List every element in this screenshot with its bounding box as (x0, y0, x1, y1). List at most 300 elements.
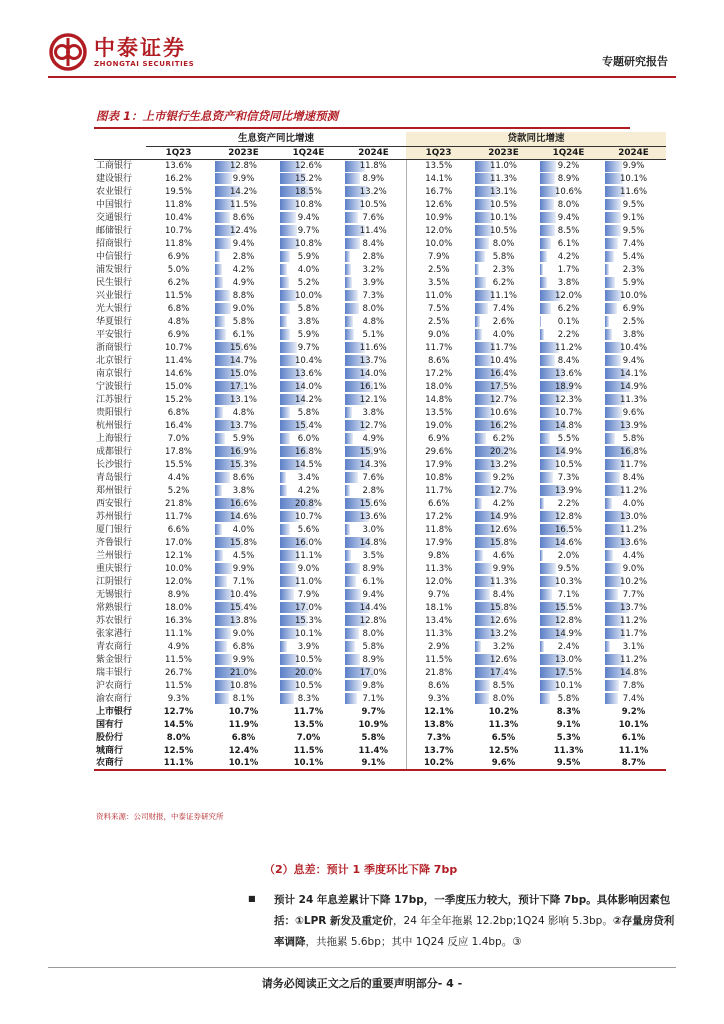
data-bar (540, 641, 544, 652)
value-text: 11.5% (425, 654, 453, 665)
value-cell (146, 328, 211, 341)
value-cell (211, 172, 276, 185)
data-bar (280, 485, 287, 496)
value-cell (471, 315, 536, 328)
value-text: 4.8% (232, 407, 255, 418)
value-cell (341, 198, 406, 211)
value-cell (211, 679, 276, 692)
value-cell (471, 432, 536, 445)
value-text: 11.9% (228, 719, 259, 730)
data-bar (605, 433, 615, 444)
value-cell (406, 497, 471, 510)
value-text: 9.2% (621, 706, 646, 717)
value-cell (341, 276, 406, 289)
value-text: 8.7% (621, 758, 646, 768)
value-cell (146, 380, 211, 393)
value-text: 2.8% (232, 251, 255, 262)
value-cell (406, 679, 471, 692)
value-text: 12.7% (163, 706, 194, 717)
bank-name: 张家港行 (96, 628, 133, 639)
value-text: 3.1% (622, 641, 645, 652)
value-cell (146, 302, 211, 315)
bank-name: 渝农商行 (96, 693, 133, 704)
bank-name: 紫金银行 (96, 654, 133, 665)
value-cell (601, 471, 666, 484)
value-cell (211, 237, 276, 250)
value-text: 17.9% (425, 537, 453, 548)
value-cell (211, 510, 276, 523)
column-header: 2024E (341, 146, 406, 159)
value-cell (601, 432, 666, 445)
data-bar (345, 589, 361, 600)
value-cell (536, 757, 601, 770)
bank-name: 南京银行 (96, 368, 133, 379)
value-cell (276, 341, 341, 354)
value-text: 5.4% (622, 251, 645, 262)
value-text: 7.1% (362, 693, 385, 704)
data-bar (605, 498, 612, 509)
data-bar (215, 316, 225, 327)
value-text: 8.4% (622, 472, 645, 483)
value-cell (601, 263, 666, 276)
value-text: 5.9% (622, 277, 645, 288)
value-cell (146, 549, 211, 562)
value-text: 4.0% (297, 264, 320, 275)
value-cell (146, 393, 211, 406)
value-cell (601, 679, 666, 692)
value-cell (406, 393, 471, 406)
value-cell (601, 757, 666, 770)
bank-row (94, 211, 666, 224)
value-cell (406, 419, 471, 432)
data-bar (475, 693, 489, 704)
value-cell (601, 731, 666, 744)
value-cell (276, 263, 341, 276)
value-text: 14.1% (425, 173, 453, 184)
data-bar (345, 524, 350, 535)
value-text: 15.2% (164, 394, 192, 405)
value-cell (601, 159, 666, 172)
value-cell (601, 380, 666, 393)
value-cell (146, 731, 211, 744)
value-cell (276, 679, 341, 692)
report-type: 专题研究报告 (602, 55, 668, 68)
value-cell (536, 328, 601, 341)
value-cell (146, 692, 211, 705)
bank-row (94, 419, 666, 432)
value-cell (211, 484, 276, 497)
value-cell (146, 601, 211, 614)
value-text: 11.7% (620, 628, 648, 639)
value-text: 12.0% (425, 576, 453, 587)
value-text: 14.9% (620, 381, 648, 392)
value-cell (471, 744, 536, 757)
value-cell (536, 523, 601, 536)
value-text: 5.0% (167, 264, 190, 275)
value-cell (406, 406, 471, 419)
value-text: 10.5% (359, 199, 387, 210)
value-cell (276, 744, 341, 757)
data-bar (475, 316, 480, 327)
value-cell (471, 562, 536, 575)
value-text: 9.1% (361, 758, 386, 768)
bank-row (94, 315, 666, 328)
bank-name: 上海银行 (96, 433, 133, 444)
value-text: 14.1% (620, 368, 648, 379)
data-bar (540, 693, 550, 704)
value-cell (601, 588, 666, 601)
value-cell (341, 692, 406, 705)
value-cell (536, 588, 601, 601)
value-cell (601, 198, 666, 211)
value-text: 6.9% (167, 251, 190, 262)
data-bar (280, 563, 296, 574)
value-cell (341, 250, 406, 263)
value-text: 16.1% (359, 381, 387, 392)
value-cell (276, 211, 341, 224)
column-header: 1Q23 (146, 146, 211, 159)
value-cell (276, 653, 341, 666)
bank-name: 贵阳银行 (96, 407, 133, 418)
value-cell (471, 705, 536, 718)
value-text: 19.5% (164, 186, 192, 197)
value-text: 16.2% (164, 173, 192, 184)
value-text: 8.4% (557, 355, 580, 366)
value-cell (146, 640, 211, 653)
value-text: 8.9% (362, 173, 385, 184)
value-text: 16.4% (164, 420, 192, 431)
bank-row (94, 666, 666, 679)
data-bar (280, 251, 290, 262)
value-cell (146, 627, 211, 640)
value-text: 10.1% (490, 212, 518, 223)
value-text: 16.7% (425, 186, 453, 197)
value-text: 10.5% (490, 199, 518, 210)
value-cell (146, 445, 211, 458)
value-cell (406, 250, 471, 263)
value-text: 15.6% (359, 498, 387, 509)
value-text: 12.6% (490, 524, 518, 535)
value-cell (601, 536, 666, 549)
value-text: 11.3% (553, 745, 584, 756)
bank-name: 苏农银行 (96, 615, 133, 626)
value-cell (341, 679, 406, 692)
value-text: 6.1% (621, 732, 646, 743)
value-cell (341, 393, 406, 406)
value-cell (211, 640, 276, 653)
data-bar (475, 680, 490, 691)
value-cell (601, 328, 666, 341)
value-text: 21.8% (425, 667, 453, 678)
value-text: 7.1% (232, 576, 255, 587)
value-text: 11.7% (490, 342, 518, 353)
value-cell (601, 354, 666, 367)
value-text: 11.2% (620, 615, 648, 626)
data-bar (215, 407, 223, 418)
value-cell (211, 666, 276, 679)
value-text: 9.0% (622, 563, 645, 574)
value-text: 12.1% (424, 706, 454, 717)
value-text: 12.8% (359, 615, 387, 626)
value-cell (276, 705, 341, 718)
bank-name: 重庆银行 (96, 563, 133, 574)
value-cell (471, 159, 536, 172)
bank-name: 青岛银行 (96, 472, 133, 483)
value-text: 11.5% (164, 290, 192, 301)
value-text: 9.9% (232, 173, 255, 184)
value-cell (211, 432, 276, 445)
value-text: 14.9% (490, 511, 518, 522)
section-subheading: （2）息差：预计 1 季度环比下降 7bp (264, 863, 458, 876)
data-bar (345, 485, 350, 496)
value-cell (536, 536, 601, 549)
value-cell (146, 367, 211, 380)
value-cell (601, 484, 666, 497)
value-text: 5.8% (361, 732, 386, 743)
value-cell (536, 497, 601, 510)
value-text: 10.0% (294, 290, 322, 301)
value-cell (406, 159, 471, 172)
bank-name: 北京银行 (96, 355, 133, 366)
value-text: 10.7% (294, 511, 322, 522)
value-text: 11.5% (164, 654, 192, 665)
value-cell (341, 367, 406, 380)
value-text: 8.6% (232, 472, 255, 483)
value-cell (341, 523, 406, 536)
value-text: 6.8% (231, 732, 256, 743)
value-cell (211, 159, 276, 172)
value-cell (211, 575, 276, 588)
value-text: 9.6% (491, 758, 516, 768)
value-text: 13.7% (229, 420, 257, 431)
value-text: 2.8% (362, 485, 385, 496)
value-cell (146, 705, 211, 718)
value-cell (601, 341, 666, 354)
data-bar (605, 225, 621, 236)
value-cell (276, 276, 341, 289)
data-bar (605, 355, 621, 366)
value-text: 7.3% (362, 290, 385, 301)
data-bar (475, 641, 481, 652)
value-text: 5.3% (556, 732, 581, 743)
value-cell (471, 393, 536, 406)
value-text: 2.3% (492, 264, 515, 275)
value-cell (536, 354, 601, 367)
value-cell (406, 614, 471, 627)
value-cell (146, 718, 211, 731)
data-bar (475, 329, 482, 340)
value-cell (536, 211, 601, 224)
value-text: 9.5% (622, 199, 645, 210)
data-bar (215, 628, 231, 639)
bank-row (94, 159, 666, 172)
value-text: 7.3% (557, 472, 580, 483)
value-text: 8.4% (492, 589, 515, 600)
bank-name: 郑州银行 (96, 485, 133, 496)
value-cell (406, 445, 471, 458)
value-cell (211, 692, 276, 705)
value-text: 4.2% (232, 264, 255, 275)
value-text: 11.2% (620, 524, 648, 535)
value-text: 10.5% (294, 680, 322, 691)
value-text: 7.4% (492, 303, 515, 314)
value-cell (471, 497, 536, 510)
value-cell (146, 289, 211, 302)
value-cell (146, 744, 211, 757)
bank-row (94, 497, 666, 510)
value-cell (536, 289, 601, 302)
data-bar (280, 212, 296, 223)
bank-row (94, 653, 666, 666)
value-cell (146, 679, 211, 692)
value-text: 3.2% (362, 264, 385, 275)
data-bar (215, 277, 223, 288)
value-cell (406, 523, 471, 536)
value-cell (211, 497, 276, 510)
value-cell (471, 380, 536, 393)
bank-row (94, 549, 666, 562)
value-text: 11.8% (164, 238, 192, 249)
value-cell (601, 744, 666, 757)
value-cell (536, 653, 601, 666)
value-cell (406, 354, 471, 367)
data-bar (215, 576, 227, 587)
value-text: 16.6% (229, 498, 257, 509)
bank-name: 工商银行 (96, 160, 133, 171)
value-text: 12.8% (555, 511, 583, 522)
value-text: 11.8% (164, 199, 192, 210)
data-bar (215, 329, 226, 340)
value-cell (276, 159, 341, 172)
value-text: 5.8% (622, 433, 645, 444)
value-text: 12.6% (425, 199, 453, 210)
value-text: 15.4% (229, 602, 257, 613)
bank-row (94, 354, 666, 367)
data-bar (345, 238, 360, 249)
value-text: 17.2% (425, 511, 453, 522)
value-text: 8.0% (362, 628, 385, 639)
value-text: 8.3% (556, 706, 581, 717)
value-cell (536, 185, 601, 198)
column-header: 2023E (211, 146, 276, 159)
value-cell (341, 653, 406, 666)
data-bar (280, 303, 290, 314)
value-cell (471, 276, 536, 289)
bank-name: 浙商银行 (96, 342, 133, 353)
value-cell (341, 705, 406, 718)
value-cell (211, 705, 276, 718)
value-cell (341, 497, 406, 510)
bank-row (94, 263, 666, 276)
value-cell (471, 575, 536, 588)
data-bar (280, 407, 290, 418)
value-text: 13.2% (490, 628, 518, 639)
value-text: 15.6% (229, 342, 257, 353)
data-bar (540, 563, 556, 574)
value-text: 9.7% (297, 225, 320, 236)
value-cell (536, 549, 601, 562)
value-text: 9.5% (556, 758, 581, 768)
bank-row (94, 237, 666, 250)
value-text: 20.2% (490, 446, 518, 457)
data-bar (215, 641, 227, 652)
value-text: 10.2% (620, 576, 648, 587)
value-cell (471, 367, 536, 380)
value-cell (406, 536, 471, 549)
value-cell (601, 523, 666, 536)
bank-name: 上市银行 (96, 706, 133, 717)
value-cell (601, 289, 666, 302)
value-cell (211, 445, 276, 458)
brand-name-en: ZHONGTAI SECURITIES (94, 59, 195, 68)
value-cell (536, 744, 601, 757)
figure-title: 图表 1：上市银行生息资产和信贷同比增速预测 (96, 109, 339, 123)
column-header-row (94, 146, 666, 159)
value-cell (536, 666, 601, 679)
value-text: 6.9% (622, 303, 645, 314)
bank-name: 杭州银行 (96, 420, 133, 431)
value-text: 17.0% (164, 537, 192, 548)
bullet-square-icon: ■ (248, 894, 256, 903)
bank-name: 农商行 (94, 757, 146, 770)
value-text: 4.9% (232, 277, 255, 288)
value-cell (536, 614, 601, 627)
value-cell (601, 510, 666, 523)
value-text: 4.4% (167, 472, 190, 483)
data-bar (540, 472, 553, 483)
value-text: 14.2% (229, 186, 257, 197)
value-cell (341, 510, 406, 523)
value-text: 13.4% (425, 615, 453, 626)
value-text: 10.1% (618, 719, 649, 730)
value-text: 16.0% (294, 537, 322, 548)
value-text: 15.0% (164, 381, 192, 392)
value-cell (211, 653, 276, 666)
value-cell (341, 575, 406, 588)
value-cell (536, 679, 601, 692)
value-cell (601, 705, 666, 718)
value-cell (601, 614, 666, 627)
value-text: 9.5% (622, 225, 645, 236)
bank-name: 西安银行 (96, 498, 133, 509)
bank-name: 中国银行 (96, 199, 133, 210)
value-text: 6.1% (557, 238, 580, 249)
value-text: 11.3% (425, 563, 453, 574)
value-cell (471, 224, 536, 237)
data-bar (540, 355, 555, 366)
value-cell (471, 172, 536, 185)
bank-name: 城商行 (96, 745, 124, 756)
value-text: 9.4% (297, 212, 320, 223)
data-bar (605, 693, 618, 704)
value-cell (211, 393, 276, 406)
value-text: 14.5% (163, 719, 194, 730)
value-text: 6.5% (491, 732, 516, 743)
value-cell (406, 328, 471, 341)
value-text: 2.2% (557, 498, 580, 509)
value-text: 18.1% (425, 602, 453, 613)
value-text: 4.9% (362, 433, 385, 444)
data-bar (345, 433, 353, 444)
bank-name: 股份行 (96, 732, 124, 743)
data-bar (540, 498, 544, 509)
value-text: 12.5% (163, 745, 194, 756)
bank-name: 建设银行 (96, 173, 133, 184)
value-text: 10.5% (490, 225, 518, 236)
value-text: 8.6% (427, 355, 450, 366)
value-text: 14.4% (359, 602, 387, 613)
value-text: 3.9% (297, 641, 320, 652)
